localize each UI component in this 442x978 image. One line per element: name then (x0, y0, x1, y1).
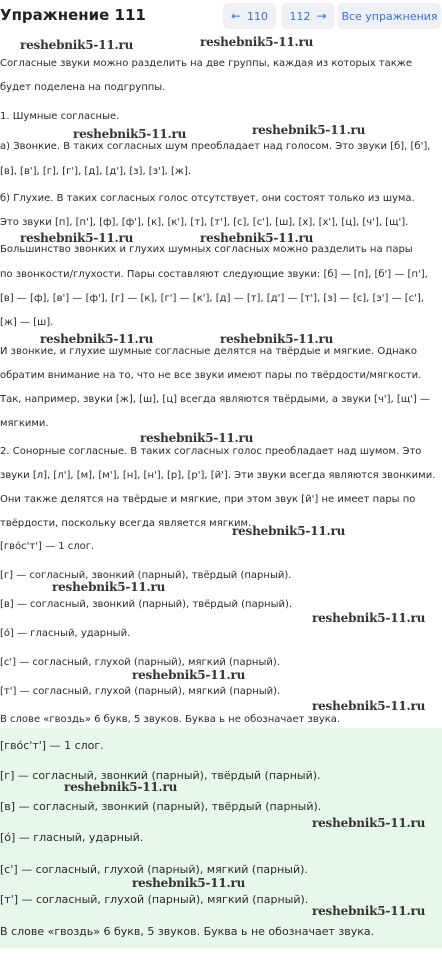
watermark: reshebnik5-11.ru (140, 431, 254, 445)
text-line: [о́] — гласный, ударный. (0, 628, 131, 639)
text-line: И звонкие, и глухие шумные согласные делятся на твёрдые и мягкие. Однако (0, 346, 417, 357)
text-line: Так, например, звуки [ж], [ш], [ц] всегда являются твёрдыми, а звуки [ч'], [щ'] — (0, 394, 431, 405)
page-title: Упражнение 111 (0, 6, 146, 24)
next-exercise-label: 112 (289, 9, 311, 23)
text-line: [т'] — согласный, глухой (парный), мягкий (парный). (0, 686, 281, 697)
next-exercise-button[interactable] (282, 3, 334, 29)
answer-line: [о́] — гласный, ударный. (0, 831, 144, 844)
text-line: 1. Шумные согласные. (0, 111, 120, 122)
text-line: б) Глухие. В таких согласных голос отсутствует, они состоят только из шума. (0, 193, 415, 204)
answer-line: [гво́с'т'] — 1 слог. (0, 739, 104, 752)
watermark: reshebnik5-11.ru (312, 611, 426, 625)
watermark: reshebnik5-11.ru (73, 127, 187, 141)
text-line: обратим внимание на то, что не все звуки имеют пары по твёрдости/мягкости. (0, 370, 422, 381)
watermark: reshebnik5-11.ru (200, 35, 314, 49)
answer-line: [т'] — согласный, глухой (парный), мягкий (парный). (0, 893, 309, 906)
text-line: по звонкости/глухости. Пары составляют следующие звуки: [б] — [п], [б'] — [п'], (0, 269, 428, 280)
watermark: reshebnik5-11.ru (200, 231, 314, 245)
watermark: reshebnik5-11.ru (64, 780, 178, 794)
watermark: reshebnik5-11.ru (132, 876, 246, 890)
prev-exercise-label: 110 (247, 9, 269, 23)
watermark: reshebnik5-11.ru (312, 816, 426, 830)
watermark: reshebnik5-11.ru (252, 123, 366, 137)
arrow-left-icon: ← (230, 9, 242, 23)
watermark: reshebnik5-11.ru (20, 231, 134, 245)
text-line: Согласные звуки можно разделить на две группы, каждая из которых также (0, 58, 412, 69)
watermark: reshebnik5-11.ru (20, 38, 134, 52)
watermark: reshebnik5-11.ru (232, 524, 346, 538)
text-line: [с'] — согласный, глухой (парный), мягкий (парный). (0, 657, 280, 668)
text-line: Это звуки [п], [п'], [ф], [ф'], [к], [к'], [т], [т'], [с], [с'], [ш], [х], [х'], [ц], [ч'], [щ']. (0, 217, 409, 228)
text-line: Большинство звонких и глухих шумных согласных можно разделить на пары (0, 244, 413, 255)
arrow-right-icon: → (316, 9, 327, 23)
text-line: Они также делятся на твёрдые и мягкие, при этом звук [й'] не имеет пары по (0, 494, 416, 505)
watermark: reshebnik5-11.ru (220, 332, 334, 346)
text-line: В слове «гвоздь» 6 букв, 5 звуков. Буква ь не обозначает звука. (0, 714, 341, 725)
watermark: reshebnik5-11.ru (132, 668, 246, 682)
exercise-header (0, 0, 442, 34)
text-line: мягкими. (0, 418, 49, 429)
all-exercises-button[interactable]: Все упражнения (338, 3, 441, 29)
text-line: [в] — [ф], [в'] — [ф'], [г] — [к], [г'] — [к'], [д] — [т], [д'] — [т'], [з] — [с], [з'] — [с'], (0, 293, 424, 304)
answer-line: [с'] — согласный, глухой (парный), мягкий (парный). (0, 863, 308, 876)
text-line: [гво́с'т'] — 1 слог. (0, 541, 95, 552)
watermark: reshebnik5-11.ru (312, 699, 426, 713)
answer-line: [г] — согласный, звонкий (парный), твёрдый (парный). (0, 769, 321, 782)
answer-line: [в] — согласный, звонкий (парный), твёрдый (парный). (0, 800, 322, 813)
text-line: а) Звонкие. В таких согласных шум преобладает над голосом. Это звуки [б], [б'], (0, 141, 431, 152)
prev-exercise-button[interactable] (223, 3, 276, 29)
text-line: [в] — согласный, звонкий (парный), твёрдый (парный). (0, 599, 293, 610)
text-line: твёрдости, поскольку всегда является мягким. (0, 518, 252, 529)
watermark: reshebnik5-11.ru (52, 580, 166, 594)
answer-line: В слове «гвоздь» 6 букв, 5 звуков. Буква ь не обозначает звука. (0, 925, 375, 938)
text-line: звуки [л], [л'], [м], [м'], [н], [н'], [р], [р'], [й']. Эти звуки всегда являются звонкими. (0, 470, 436, 481)
watermark: reshebnik5-11.ru (40, 332, 154, 346)
text-line: 2. Сонорные согласные. В таких согласных голос преобладает над шумом. Это (0, 446, 422, 457)
text-line: будет поделена на подгруппы. (0, 82, 166, 93)
text-line: [в], [в'], [г], [г'], [д], [д'], [з], [з'], [ж]. (0, 166, 192, 177)
watermark: reshebnik5-11.ru (312, 904, 426, 918)
text-line: [г] — согласный, звонкий (парный), твёрдый (парный). (0, 570, 292, 581)
text-line: [ж] — [ш]. (0, 317, 54, 328)
